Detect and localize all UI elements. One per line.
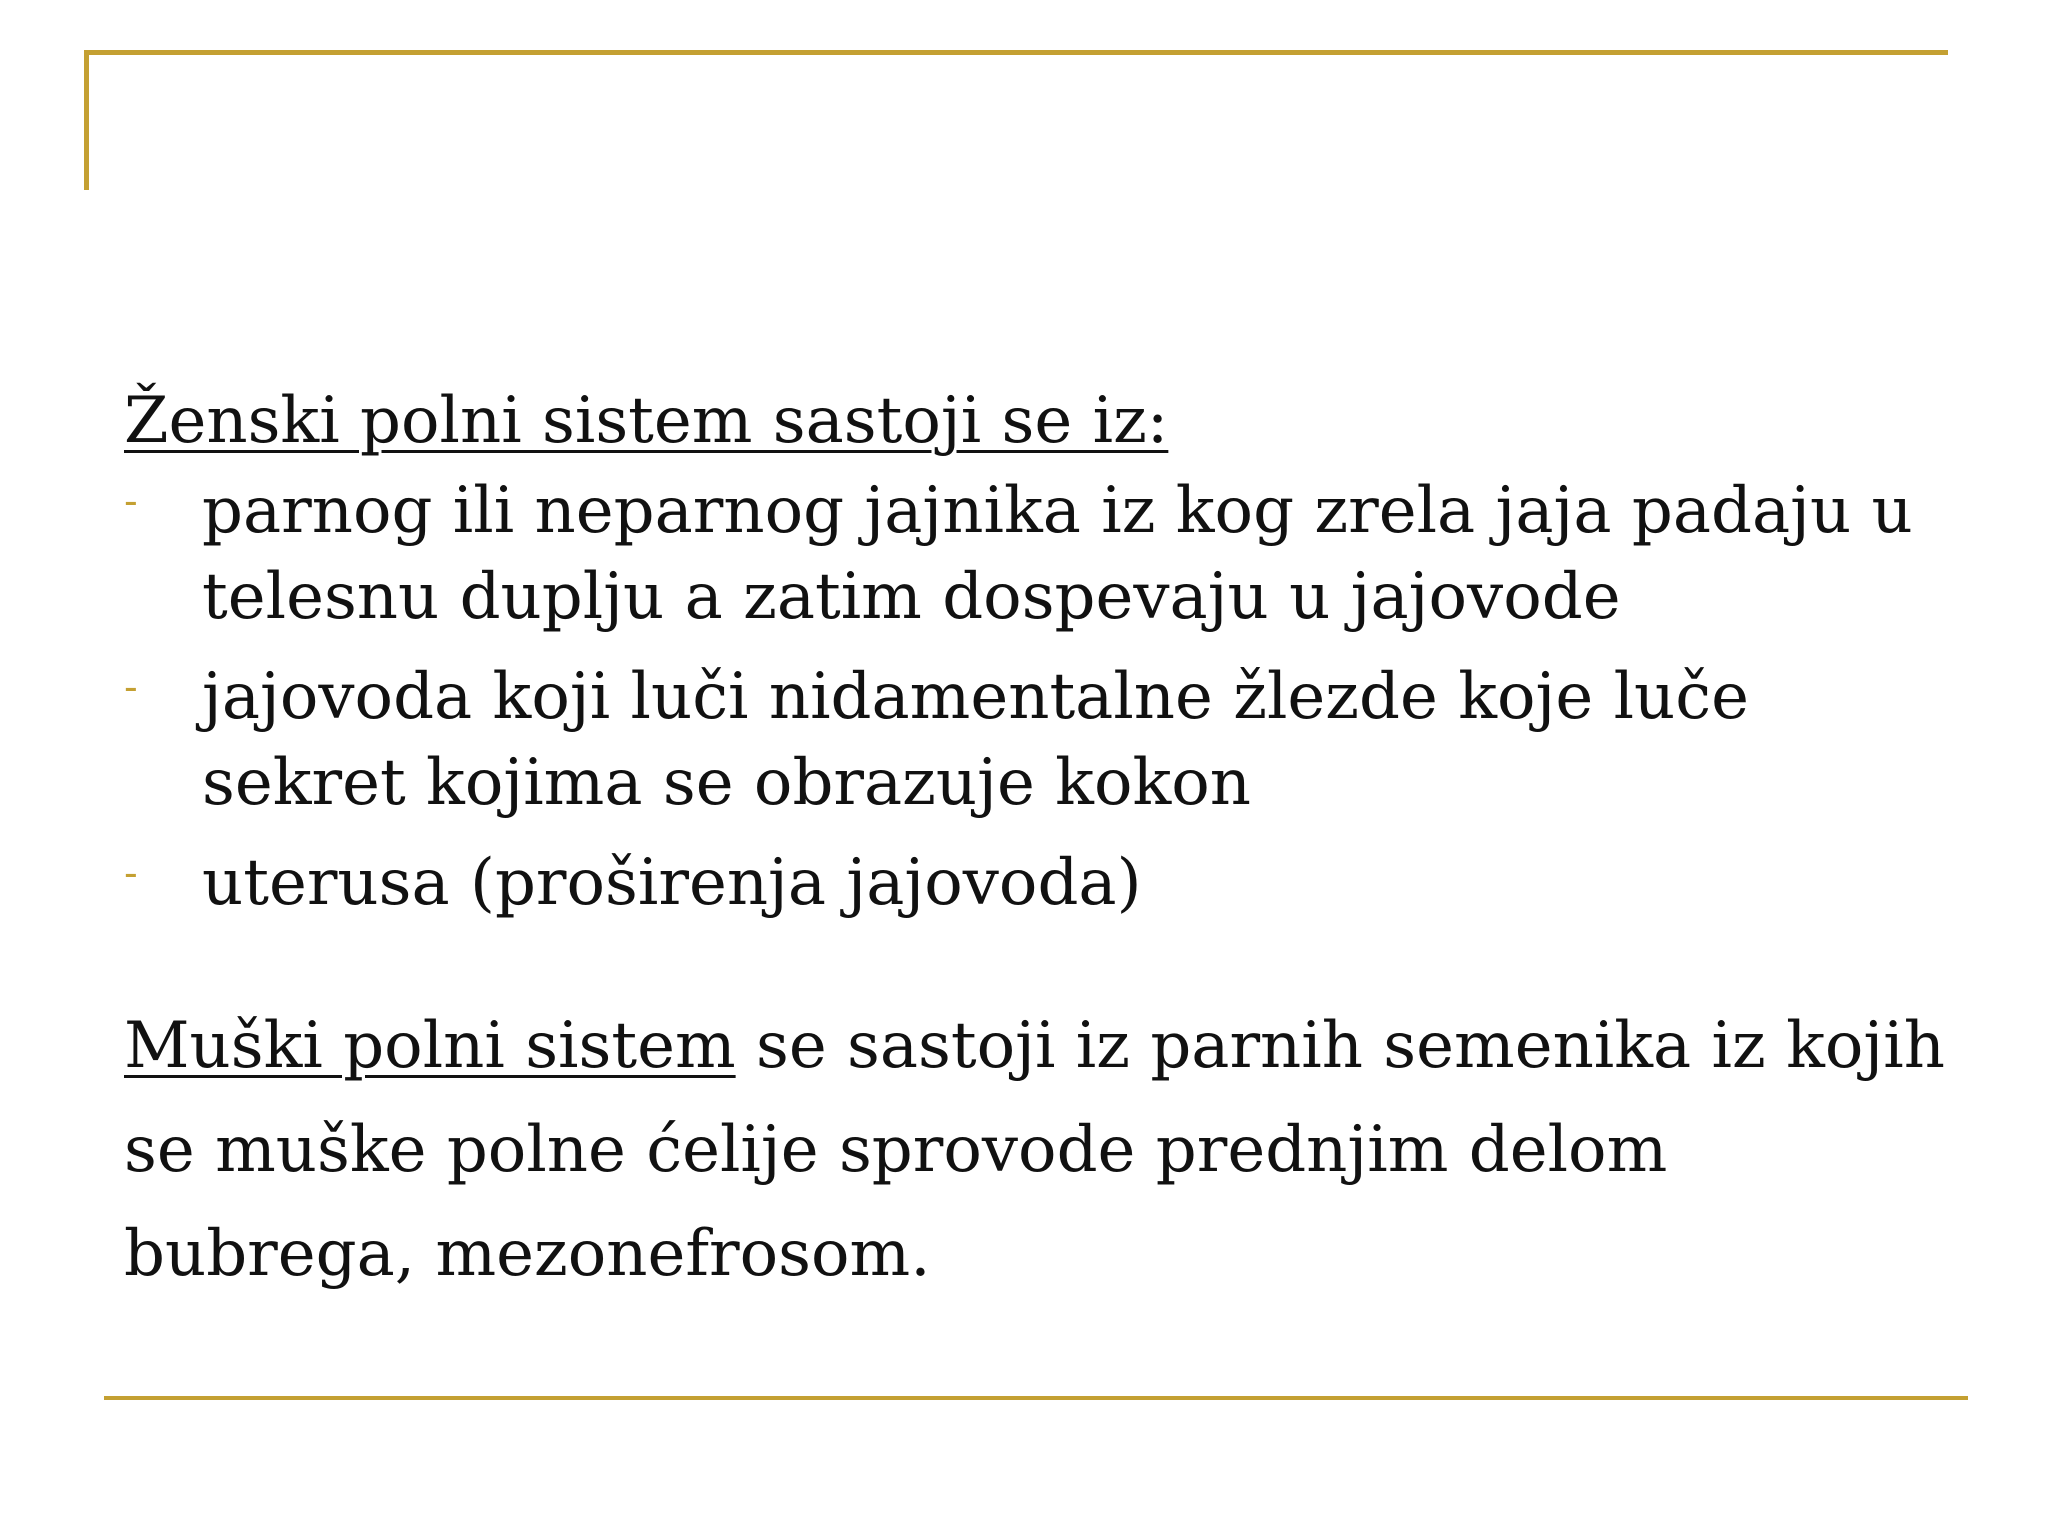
left-border-line	[84, 50, 89, 190]
list-item-text: jajovoda koji luči nidamentalne žlezde koje luče sekret kojima se obrazuje kokon	[202, 660, 1749, 820]
male-heading-text: Muški polni sistem	[124, 1009, 736, 1083]
list-item-text: uterusa (proširenja jajovoda)	[202, 846, 1142, 920]
dash-bullet-icon: -	[124, 851, 138, 895]
dash-bullet-icon: -	[124, 479, 138, 523]
female-heading-text: Ženski polni sistem sastoji se iz:	[124, 384, 1169, 458]
dash-bullet-icon: -	[124, 665, 138, 709]
male-body-text: se sastoji iz parnih semenika iz kojih se muške polne ćelije sprovode prednjim delom bubrega, mezonefrosom.	[124, 1009, 1945, 1291]
female-bullet-list	[124, 468, 1954, 926]
list-item	[124, 468, 1954, 640]
male-paragraph	[124, 994, 1954, 1306]
female-heading	[124, 378, 1954, 464]
bottom-border-line	[104, 1396, 1968, 1400]
top-border-line	[84, 50, 1948, 55]
list-item	[124, 654, 1954, 826]
slide-content	[124, 378, 1954, 1306]
list-item	[124, 840, 1954, 926]
list-item-text: parnog ili neparnog jajnika iz kog zrela jaja padaju u telesnu duplju a zatim dospevaju u jajovode	[202, 474, 1913, 634]
